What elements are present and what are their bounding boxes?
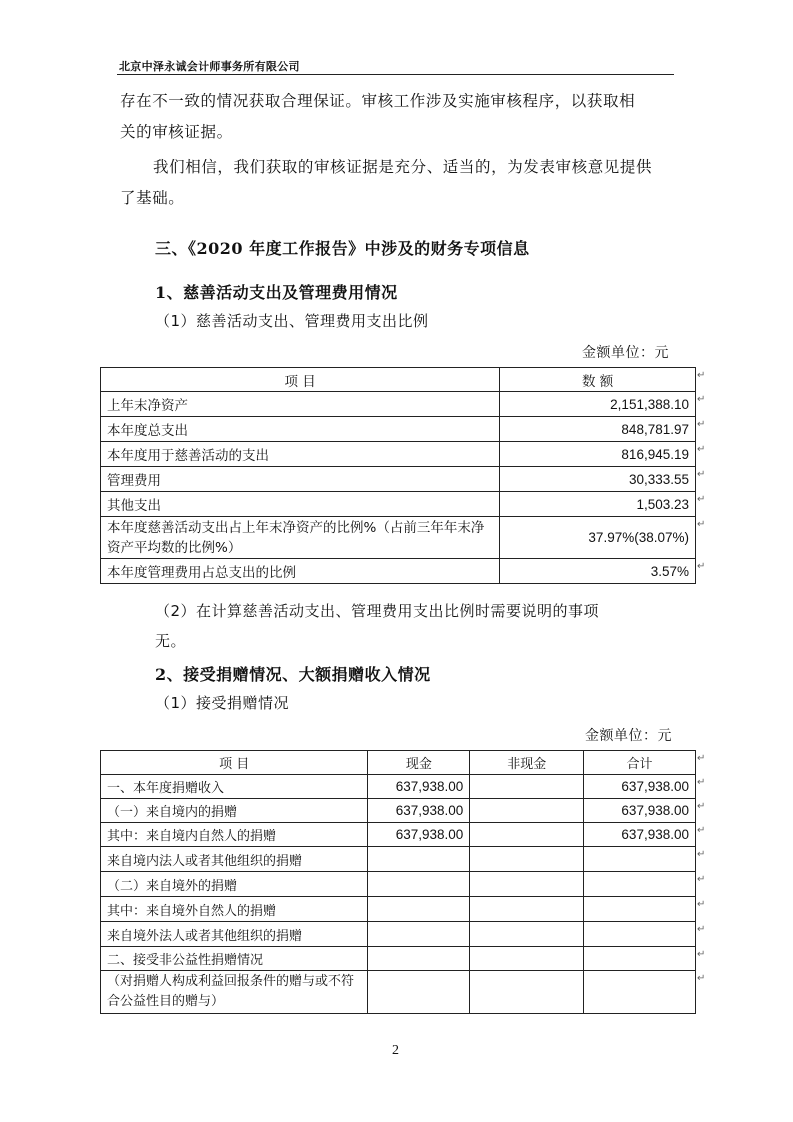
paragraph-mark-icon: ↵ [697,873,706,885]
paragraph-mark-icon: ↵ [697,518,706,530]
row-cash [368,872,470,897]
donation-table [100,750,696,1014]
row-item: （二）来自境外的捐赠 [101,872,368,897]
paragraph-mark-icon: ↵ [697,493,706,505]
part-1-note-text: 无。 [155,632,187,650]
paragraph-mark-icon: ↵ [697,948,706,960]
part-2-unit: 金额单位：元 [585,728,672,744]
table-row [101,799,696,823]
intro-line-2: 关的审核证据。 [120,123,233,141]
row-amount: 37.97%(38.07%) [500,517,696,559]
intro-line-1: 存在不一致的情况获取合理保证。审核工作涉及实施审核程序，以获取相 [120,92,636,110]
row-cash [368,971,470,1014]
header-divider [117,74,674,75]
paragraph-mark-icon: ↵ [697,418,706,430]
part-1-title: 1、慈善活动支出及管理费用情况 [155,283,398,302]
row-total [584,971,696,1014]
table-row [101,559,696,584]
table-row [101,823,696,847]
table-row [101,847,696,872]
intro-line-4: 了基础。 [120,189,185,207]
row-total: 637,938.00 [584,775,696,799]
table-row [101,492,696,517]
table-row [101,417,696,442]
paragraph-mark-icon: ↵ [697,369,706,381]
row-cash [368,922,470,947]
intro-line-3: 我们相信，我们获取的审核证据是充分、适当的，为发表审核意见提供 [153,158,653,176]
row-noncash [470,922,584,947]
row-noncash [470,872,584,897]
column-header-noncash: 非现金 [470,751,584,775]
row-item: （对捐赠人构成利益回报条件的赠与或不符合公益性目的赠与） [101,971,368,1014]
column-header-total: 合计 [584,751,696,775]
table-row [101,872,696,897]
row-total [584,922,696,947]
row-item: 上年末净资产 [101,392,500,417]
paragraph-mark-icon: ↵ [697,443,706,455]
row-noncash [470,971,584,1014]
row-total [584,872,696,897]
paragraph-mark-icon: ↵ [697,898,706,910]
table-row [101,947,696,971]
row-noncash [470,775,584,799]
row-item: 来自境外法人或者其他组织的捐赠 [101,922,368,947]
table-row [101,467,696,492]
row-cash: 637,938.00 [368,823,470,847]
row-item: 二、接受非公益性捐赠情况 [101,947,368,971]
table-row [101,971,696,1014]
section-3-title: 三、《2020 年度工作报告》中涉及的财务专项信息 [155,239,530,258]
table-row [101,517,696,559]
row-cash [368,897,470,922]
column-header-amount: 数 额 [500,368,696,392]
paragraph-mark-icon: ↵ [697,776,706,788]
paragraph-mark-icon: ↵ [697,923,706,935]
paragraph-mark-icon: ↵ [697,393,706,405]
charity-expense-table [100,367,696,584]
row-amount: 2,151,388.10 [500,392,696,417]
paragraph-mark-icon: ↵ [697,972,706,984]
paragraph-mark-icon: ↵ [697,468,706,480]
part-2-subtitle: （1）接受捐赠情况 [155,694,290,712]
firm-header: 北京中泽永诚会计师事务所有限公司 [119,60,300,73]
table-header-row [101,368,696,392]
column-header-item: 项 目 [101,751,368,775]
row-noncash [470,847,584,872]
row-item: （一）来自境内的捐赠 [101,799,368,823]
row-item: 一、本年度捐赠收入 [101,775,368,799]
row-noncash [470,947,584,971]
row-noncash [470,799,584,823]
table-row [101,775,696,799]
row-total [584,947,696,971]
row-cash [368,947,470,971]
row-item: 来自境内法人或者其他组织的捐赠 [101,847,368,872]
row-amount: 30,333.55 [500,467,696,492]
row-item: 管理费用 [101,467,500,492]
paragraph-mark-icon: ↵ [697,800,706,812]
row-item: 本年度总支出 [101,417,500,442]
row-amount: 848,781.97 [500,417,696,442]
row-cash: 637,938.00 [368,799,470,823]
row-cash [368,847,470,872]
row-total: 637,938.00 [584,799,696,823]
row-noncash [470,823,584,847]
paragraph-mark-icon: ↵ [697,848,706,860]
column-header-item: 项 目 [101,368,500,392]
row-total: 637,938.00 [584,823,696,847]
row-item: 本年度慈善活动支出占上年末净资产的比例%（占前三年年末净资产平均数的比例%） [101,517,500,559]
table-row [101,442,696,467]
paragraph-mark-icon: ↵ [697,824,706,836]
row-amount: 3.57% [500,559,696,584]
paragraph-mark-icon: ↵ [697,560,706,572]
table-row [101,897,696,922]
row-cash: 637,938.00 [368,775,470,799]
page-number: 2 [392,1043,399,1058]
row-amount: 1,503.23 [500,492,696,517]
paragraph-mark-icon: ↵ [697,752,706,764]
column-header-cash: 现金 [368,751,470,775]
part-1-subtitle: （1）慈善活动支出、管理费用支出比例 [155,312,429,330]
row-item: 本年度管理费用占总支出的比例 [101,559,500,584]
row-item: 本年度用于慈善活动的支出 [101,442,500,467]
row-total [584,897,696,922]
row-item: 其他支出 [101,492,500,517]
part-2-title: 2、接受捐赠情况、大额捐赠收入情况 [155,665,431,684]
row-item: 其中：来自境内自然人的捐赠 [101,823,368,847]
part-1-unit: 金额单位：元 [582,345,669,361]
row-amount: 816,945.19 [500,442,696,467]
table-row [101,392,696,417]
part-1-note-title: （2）在计算慈善活动支出、管理费用支出比例时需要说明的事项 [155,602,600,620]
row-total [584,847,696,872]
table-header-row [101,751,696,775]
table-row [101,922,696,947]
row-noncash [470,897,584,922]
row-item: 其中：来自境外自然人的捐赠 [101,897,368,922]
